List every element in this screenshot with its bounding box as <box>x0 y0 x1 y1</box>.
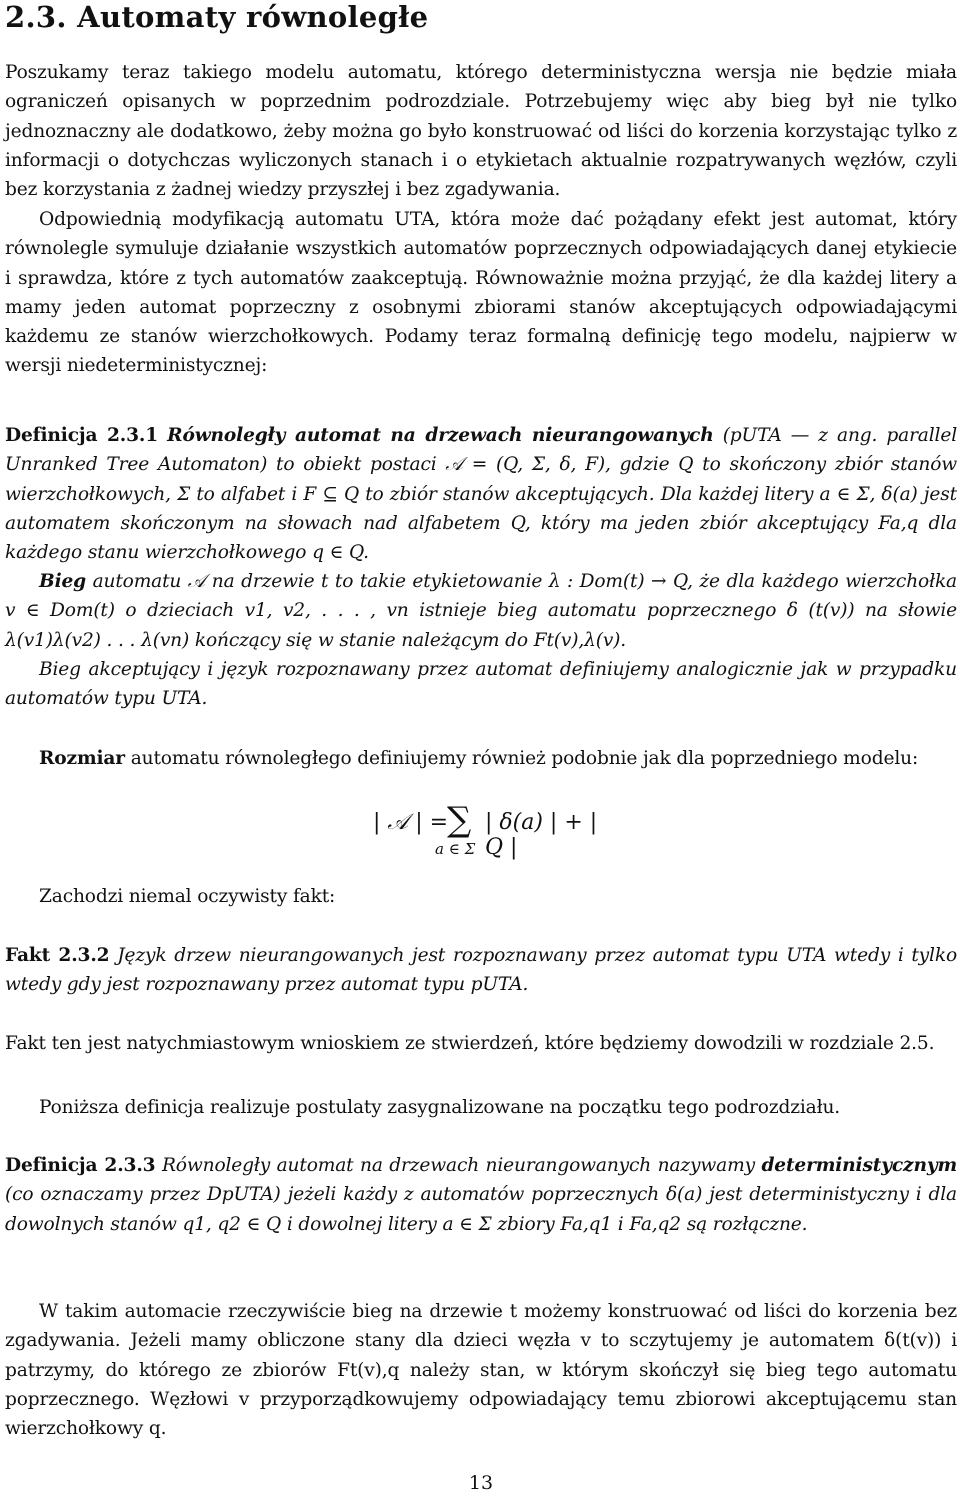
paragraph-fact-proof: Fakt ten jest natychmiastowym wnioskiem ze stwierdzeń, które będziemy dowodzili w rozdziale 2.5. <box>5 1033 935 1054</box>
run-term: Bieg <box>39 571 87 592</box>
definition-title: Równoległy automat na drzewach nieurangowanych <box>167 425 714 446</box>
formula-lhs: | 𝒜 | = <box>373 810 449 835</box>
size-term: Rozmiar <box>39 748 125 769</box>
run-body: automatu 𝒜 na drzewie t to takie etykietowanie λ : Dom(t) → Q, że dla każdego wierzchołka v ∈ Dom(t) o dzieciach v1, v2, . . . , vn istnieje bieg automatu poprzecznego δ (t(v)) na słowie λ(v1)λ(v2) . . . λ(vn) kończący się w stanie należącym do Ft(v),λ(v). <box>5 571 957 651</box>
definition-2-3-3 <box>5 1151 957 1239</box>
size-formula <box>373 800 613 864</box>
definition2-label: Definicja 2.3.3 <box>5 1155 156 1176</box>
paragraph-modification: Odpowiednią modyfikacją automatu UTA, która może dać pożądany efekt jest automat, który równolegle symuluje działanie wszystkich automatów poprzecznych odpowiadających danej etykiecie i sprawdza, które z tych automatów zaakceptują. Równoważnie można przyjąć, że dla każdej litery a mamy jeden automat poprzeczny z osobnymi zbiorami stanów akceptujących odpowiadającymi każdemu ze stanów wierzchołkowych. Podamy teraz formalną definicję tego modelu, najpierw w wersji niedeterministycznej: <box>5 209 957 377</box>
paragraph-final: W takim automacie rzeczywiście bieg na drzewie t możemy konstruować od liści do korzenia bez zgadywania. Jeżeli mamy obliczone stany dla dzieci węzła v to sczytujemy je automatem δ(t(v)) i patrzymy, do którego ze zbiorów Ft(v),q należy stan, w którym skończył się bieg tego automatu poprzecznego. Węzłowi v przyporządkowujemy odpowiadający temu zbiorowi akceptującemu stan wierzchołkowy q. <box>5 1301 957 1440</box>
definition-2-3-1 <box>5 421 957 567</box>
page-number: 13 <box>468 1472 494 1494</box>
definition2-pre: Równoległy automat na drzewach nieurangowanych nazywamy <box>161 1155 755 1176</box>
definition-label: Definicja 2.3.1 <box>5 425 159 446</box>
definition2-term: deterministycznym <box>761 1155 957 1176</box>
paragraph-next-definition: Poniższa definicja realizuje postulaty zasygnalizowane na początku tego podrozdziału. <box>39 1097 841 1118</box>
definition-note: Bieg akceptujący i język rozpoznawany przez automat definiujemy analogicznie jak w przypadku automatów typu UTA. <box>5 659 957 710</box>
paragraph-fact-intro: Zachodzi niemal oczywisty fakt: <box>39 886 336 907</box>
definition-body: (pUTA — z ang. parallel Unranked Tree Automaton) to obiekt postaci 𝒜 = (Q, Σ, δ, F), gdzie Q to skończony zbiór stanów wierzchołkowych, Σ to alfabet i F ⊆ Q to zbiór stanów akceptujących. Dla każdej litery a ∈ Σ, δ(a) jest automatem skończonym na słowach nad alfabetem Q, który ma jeden zbiór akceptujący Fa,q dla każdego stanu wierzchołkowego q ∈ Q. <box>5 425 957 564</box>
formula-rhs: | δ(a) | + | Q | <box>485 810 598 860</box>
paragraph-intro: Poszukamy teraz takiego modelu automatu, którego deterministyczna wersja nie będzie miała ograniczeń opisanych w poprzednim podrozdziale. Potrzebujemy więc aby bieg był nie tylko jednoznaczny ale dodatkowo, żeby można go było konstruować od liści do korzenia korzystając tylko z informacji o dotychczas wyliczonych stanach i o etykietach aktualnie rozpatrywanych węzłów, czyli bez korzystania z żadnej wiedzy przyszłej i bez zgadywania. <box>5 62 957 201</box>
size-body: automatu równoległego definiujemy również podobnie jak dla poprzedniego modelu: <box>130 748 919 769</box>
definition-run <box>5 567 957 655</box>
size-paragraph <box>5 744 957 773</box>
fact-2-3-2 <box>5 941 957 1000</box>
section-title: 2.3. Automaty równoległe <box>5 0 429 34</box>
formula-sum: ∑ <box>447 800 472 840</box>
definition2-post: (co oznaczamy przez DpUTA) jeżeli każdy z automatów poprzecznych δ(a) jest deterministyczny i dla dowolnych stanów q1, q2 ∈ Q i dowolnej litery a ∈ Σ zbiory Fa,q1 i Fa,q2 są rozłączne. <box>5 1184 957 1235</box>
fact-body: Język drzew nieurangowanych jest rozpoznawany przez automat typu UTA wtedy i tylko wtedy gdy jest rozpoznawany przez automat typu pUTA. <box>5 945 957 996</box>
fact-label: Fakt 2.3.2 <box>5 945 110 966</box>
formula-sum-index: a ∈ Σ <box>435 840 476 858</box>
